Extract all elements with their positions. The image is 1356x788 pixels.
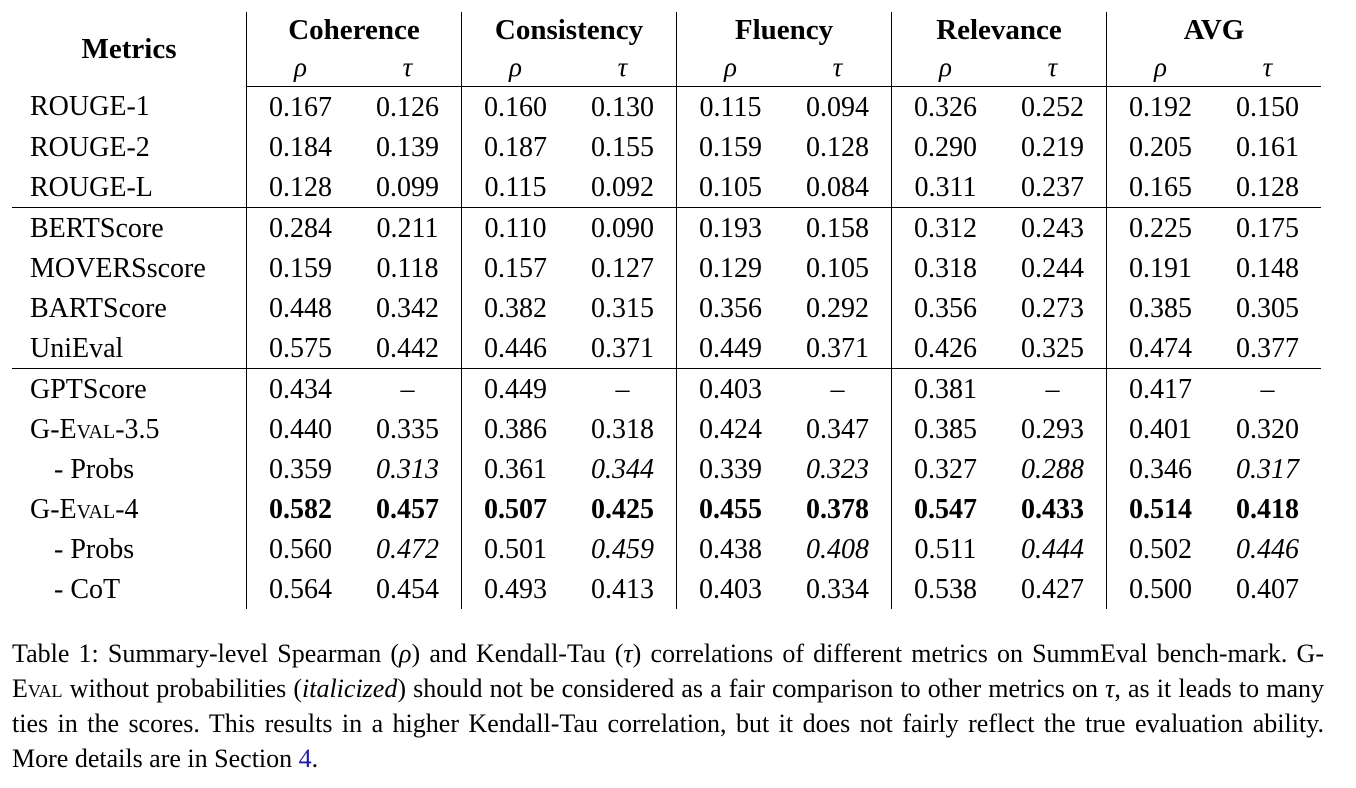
- caption-text: without probabilities (: [62, 674, 303, 703]
- value-cell: 0.110: [484, 212, 547, 244]
- table-row: [12, 369, 1321, 410]
- value-cell: 0.359: [269, 453, 332, 485]
- metric-name: ROUGE-2: [12, 127, 247, 167]
- value-cell: 0.371: [784, 328, 892, 369]
- metrics-column-header: Metrics: [12, 12, 247, 87]
- value-cell: 0.159: [699, 131, 762, 163]
- value-cell: 0.582: [269, 493, 332, 525]
- value-cell: 0.408: [784, 529, 892, 569]
- value-cell: 0.126: [354, 87, 462, 128]
- value-cell: 0.094: [784, 87, 892, 128]
- value-cell: 0.317: [1236, 453, 1299, 485]
- value-cell: 0.547: [914, 493, 977, 525]
- caption-text: ) should not be considered as a fair comparison to other metrics on: [397, 674, 1106, 703]
- value-cell: 0.455: [699, 493, 762, 525]
- metric-name-part: -3.5: [115, 413, 160, 445]
- table-row: [12, 529, 1321, 569]
- value-cell: 0.501: [484, 533, 547, 565]
- table-row: [12, 167, 1321, 208]
- table-caption: [12, 636, 1324, 776]
- value-cell: 0.346: [1129, 453, 1192, 485]
- header-row-groups: [12, 12, 1321, 48]
- metric-name: ROUGE-1: [12, 87, 247, 128]
- caption-tau-symbol: τ: [623, 639, 633, 668]
- value-cell: 0.184: [269, 131, 332, 163]
- metric-name: [12, 409, 247, 449]
- metric-name-part: Eval: [59, 493, 116, 525]
- value-cell: 0.290: [914, 131, 977, 163]
- subheader-rho: ρ: [247, 48, 355, 87]
- value-cell: 0.449: [484, 373, 547, 405]
- value-cell: 0.356: [914, 292, 977, 324]
- caption-text: ) and Kendall-Tau (: [411, 639, 624, 668]
- metric-name-part: G-: [30, 413, 60, 445]
- caption-geval-name: Eval: [12, 674, 63, 703]
- value-cell: 0.115: [699, 91, 762, 123]
- value-cell: 0.502: [1129, 533, 1192, 565]
- value-cell: 0.148: [1236, 252, 1299, 284]
- table-row: [12, 87, 1321, 128]
- value-cell: 0.284: [269, 212, 332, 244]
- value-cell: 0.128: [247, 167, 355, 208]
- value-cell: 0.514: [1129, 493, 1192, 525]
- value-cell: 0.187: [484, 131, 547, 163]
- value-cell: 0.312: [914, 212, 977, 244]
- value-cell: 0.371: [569, 328, 677, 369]
- value-cell: 0.128: [1214, 167, 1321, 208]
- value-cell: 0.382: [484, 292, 547, 324]
- subheader-tau: τ: [999, 48, 1107, 87]
- value-cell: 0.320: [1236, 413, 1299, 445]
- table-row: [12, 208, 1321, 249]
- value-cell: 0.493: [484, 573, 547, 605]
- value-cell: 0.292: [784, 288, 892, 328]
- value-cell: 0.407: [1236, 573, 1299, 605]
- value-cell: 0.424: [699, 413, 762, 445]
- value-cell: 0.155: [569, 127, 677, 167]
- value-cell: 0.334: [784, 569, 892, 609]
- table-row: [12, 569, 1321, 609]
- value-cell: 0.538: [914, 573, 977, 605]
- group-header-fluency: Fluency: [677, 12, 892, 48]
- value-cell: 0.356: [699, 292, 762, 324]
- results-table-container: [12, 12, 1321, 609]
- value-cell: 0.105: [784, 248, 892, 288]
- metric-name: ROUGE-L: [12, 167, 247, 208]
- value-cell: 0.385: [1129, 292, 1192, 324]
- value-cell: 0.318: [569, 409, 677, 449]
- value-cell: 0.438: [699, 533, 762, 565]
- subheader-rho: ρ: [892, 48, 1000, 87]
- value-cell: 0.386: [484, 413, 547, 445]
- value-cell: 0.378: [784, 489, 892, 529]
- value-cell: 0.160: [484, 91, 547, 123]
- value-cell: 0.099: [354, 167, 462, 208]
- value-cell: 0.442: [354, 328, 462, 369]
- value-cell: 0.139: [354, 127, 462, 167]
- caption-tau-symbol: τ: [1105, 674, 1115, 703]
- caption-text: , as it leads to many ties in the scores. This results in a higher Kendall-Tau correlation, but it does not fairly reflect the true evaluation ability. More details are in Section: [12, 674, 1324, 773]
- value-cell: –: [784, 369, 892, 410]
- value-cell: 0.157: [484, 252, 547, 284]
- value-cell: 0.225: [1129, 212, 1192, 244]
- value-cell: 0.092: [569, 167, 677, 208]
- value-cell: 0.444: [999, 529, 1107, 569]
- table-row: [12, 489, 1321, 529]
- metric-name: [12, 489, 247, 529]
- caption-text: Table 1: Summary-level Spearman (: [12, 639, 400, 668]
- value-cell: 0.335: [354, 409, 462, 449]
- value-cell: 0.150: [1236, 91, 1299, 123]
- value-cell: 0.219: [999, 127, 1107, 167]
- value-cell: 0.385: [914, 413, 977, 445]
- value-cell: 0.191: [1129, 252, 1192, 284]
- table-row: [12, 409, 1321, 449]
- results-table: [12, 12, 1321, 609]
- value-cell: 0.084: [784, 167, 892, 208]
- group-header-coherence: Coherence: [247, 12, 462, 48]
- value-cell: 0.252: [999, 87, 1107, 128]
- value-cell: 0.448: [269, 292, 332, 324]
- value-cell: 0.417: [1129, 373, 1192, 405]
- value-cell: 0.192: [1129, 91, 1192, 123]
- value-cell: 0.511: [914, 533, 977, 565]
- value-cell: 0.325: [999, 328, 1107, 369]
- value-cell: 0.305: [1236, 292, 1299, 324]
- subheader-rho: ρ: [462, 48, 570, 87]
- caption-text: .: [311, 744, 319, 773]
- metric-name: GPTScore: [12, 369, 247, 410]
- caption-rho-symbol: ρ: [399, 639, 412, 668]
- value-cell: 0.413: [569, 569, 677, 609]
- value-cell: 0.244: [999, 248, 1107, 288]
- table-row: [12, 449, 1321, 489]
- value-cell: 0.457: [354, 489, 462, 529]
- value-cell: –: [999, 369, 1107, 410]
- value-cell: 0.158: [784, 208, 892, 249]
- subheader-rho: ρ: [677, 48, 785, 87]
- value-cell: 0.381: [914, 373, 977, 405]
- value-cell: 0.433: [999, 489, 1107, 529]
- value-cell: 0.313: [354, 449, 462, 489]
- table-body: [12, 87, 1321, 610]
- metric-name: - CoT: [12, 569, 247, 609]
- value-cell: 0.472: [354, 529, 462, 569]
- value-cell: –: [569, 369, 677, 410]
- value-cell: 0.161: [1236, 131, 1299, 163]
- table-row: [12, 328, 1321, 369]
- subheader-tau: τ: [354, 48, 462, 87]
- value-cell: 0.129: [699, 252, 762, 284]
- value-cell: 0.118: [354, 248, 462, 288]
- metric-name: - Probs: [12, 529, 247, 569]
- value-cell: 0.403: [699, 573, 762, 605]
- value-cell: 0.315: [569, 288, 677, 328]
- value-cell: 0.339: [699, 453, 762, 485]
- subheader-tau: τ: [784, 48, 892, 87]
- value-cell: 0.344: [569, 449, 677, 489]
- metric-name: UniEval: [12, 328, 247, 369]
- value-cell: 0.128: [784, 127, 892, 167]
- value-cell: 0.560: [269, 533, 332, 565]
- value-cell: 0.323: [784, 449, 892, 489]
- value-cell: 0.205: [1129, 131, 1192, 163]
- value-cell: 0.507: [484, 493, 547, 525]
- group-header-consistency: Consistency: [462, 12, 677, 48]
- table-row: [12, 248, 1321, 288]
- value-cell: 0.130: [569, 87, 677, 128]
- subheader-tau: τ: [569, 48, 677, 87]
- value-cell: 0.575: [247, 328, 355, 369]
- value-cell: 0.243: [999, 208, 1107, 249]
- value-cell: 0.326: [914, 91, 977, 123]
- value-cell: 0.401: [1129, 413, 1192, 445]
- value-cell: 0.167: [269, 91, 332, 123]
- value-cell: –: [354, 369, 462, 410]
- value-cell: 0.564: [269, 573, 332, 605]
- value-cell: 0.459: [569, 529, 677, 569]
- metric-name: BERTScore: [12, 208, 247, 249]
- caption-italicized-word: italicized: [302, 674, 398, 703]
- metric-name-part: G-: [30, 493, 60, 525]
- value-cell: 0.318: [914, 252, 977, 284]
- table-row: [12, 288, 1321, 328]
- value-cell: –: [1260, 373, 1275, 405]
- value-cell: 0.090: [569, 208, 677, 249]
- value-cell: 0.159: [269, 252, 332, 284]
- value-cell: 0.237: [999, 167, 1107, 208]
- subheader-tau: τ: [1214, 48, 1321, 87]
- value-cell: 0.377: [1214, 328, 1321, 369]
- value-cell: 0.165: [1107, 167, 1215, 208]
- group-header-avg: AVG: [1183, 14, 1245, 46]
- value-cell: 0.311: [892, 167, 1000, 208]
- caption-text: ) correlations of different metrics on SummEval bench-mark. G-: [632, 639, 1324, 668]
- value-cell: 0.434: [269, 373, 332, 405]
- value-cell: 0.449: [677, 328, 785, 369]
- value-cell: 0.440: [269, 413, 332, 445]
- value-cell: 0.105: [677, 167, 785, 208]
- value-cell: 0.211: [354, 208, 462, 249]
- metric-name-part: -4: [115, 493, 139, 525]
- value-cell: 0.426: [892, 328, 1000, 369]
- value-cell: 0.361: [484, 453, 547, 485]
- value-cell: 0.293: [999, 409, 1107, 449]
- value-cell: 0.327: [914, 453, 977, 485]
- value-cell: 0.403: [699, 373, 762, 405]
- metric-name: BARTScore: [12, 288, 247, 328]
- value-cell: 0.446: [1236, 533, 1299, 565]
- metric-name: MOVERSscore: [12, 248, 247, 288]
- subheader-rho: ρ: [1107, 48, 1215, 87]
- metric-name: - Probs: [12, 449, 247, 489]
- value-cell: 0.500: [1129, 573, 1192, 605]
- value-cell: 0.454: [354, 569, 462, 609]
- value-cell: 0.347: [784, 409, 892, 449]
- group-header-relevance: Relevance: [892, 12, 1107, 48]
- value-cell: 0.427: [999, 569, 1107, 609]
- value-cell: 0.342: [354, 288, 462, 328]
- value-cell: 0.273: [999, 288, 1107, 328]
- value-cell: 0.288: [999, 449, 1107, 489]
- value-cell: 0.474: [1107, 328, 1215, 369]
- section-reference-link[interactable]: 4: [298, 744, 312, 773]
- value-cell: 0.193: [699, 212, 762, 244]
- value-cell: 0.115: [462, 167, 570, 208]
- metric-name-part: Eval: [59, 413, 116, 445]
- value-cell: 0.418: [1236, 493, 1299, 525]
- value-cell: 0.425: [569, 489, 677, 529]
- table-row: [12, 127, 1321, 167]
- value-cell: 0.127: [569, 248, 677, 288]
- value-cell: 0.175: [1236, 212, 1299, 244]
- value-cell: 0.446: [462, 328, 570, 369]
